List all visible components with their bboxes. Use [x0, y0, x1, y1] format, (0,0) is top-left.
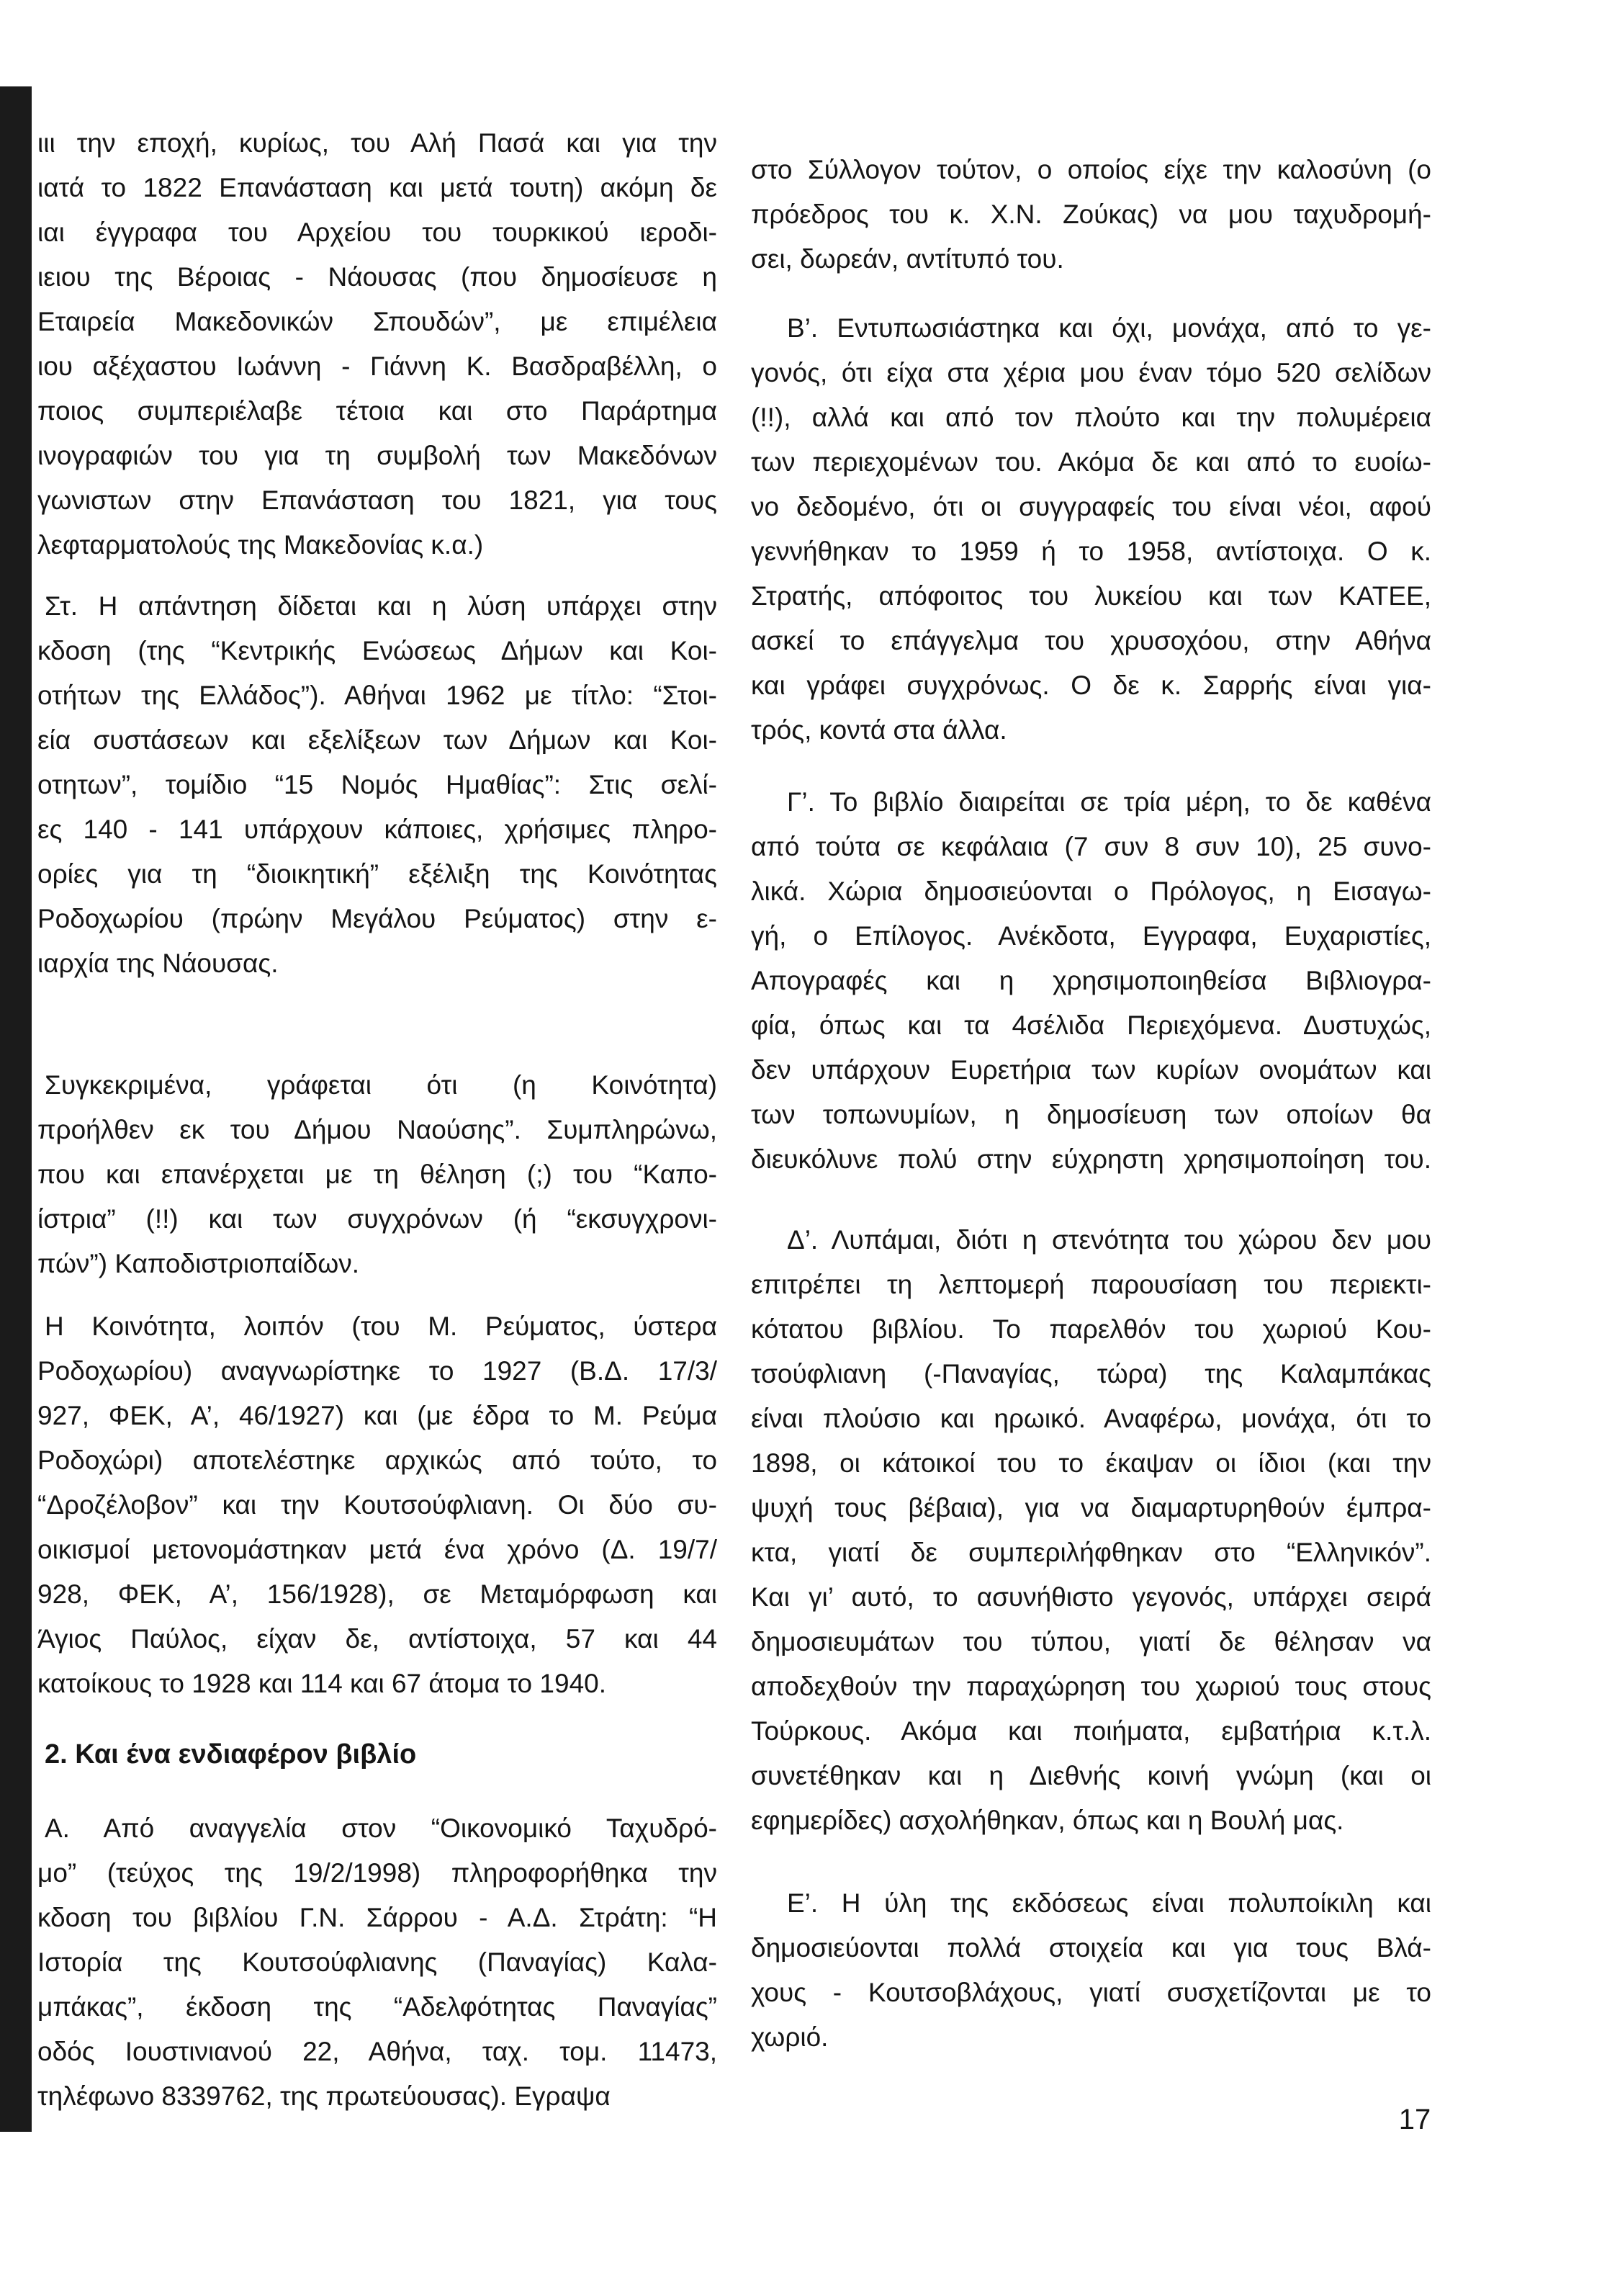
text-line-row	[37, 673, 717, 718]
text-line: Ροδοχωρίου) αναγνωρίστηκε το 1927 (Β.Δ. 17/3/	[37, 1356, 717, 1386]
text-line-row	[751, 1263, 1431, 1307]
text-line-row	[751, 780, 1431, 825]
text-line-row	[37, 344, 717, 389]
text-line: κότατου βιβλίου. Το παρελθόν του χωριού Κου-	[751, 1314, 1431, 1344]
text-line-row	[751, 192, 1431, 237]
text-line-row	[751, 619, 1431, 663]
text-line: γή, ο Επίλογος. Ανέκδοτα, Εγγραφα, Ευχαριστίες,	[751, 921, 1431, 951]
text-line: γεννήθηκαν το 1959 ή το 1958, αντίστοιχα. Ο κ.	[751, 537, 1431, 566]
text-line-row	[37, 2030, 717, 2074]
text-line: δημοσιευμάτων του τύπου, γιατί δε θέλησαν να	[751, 1627, 1431, 1656]
text-line: 928, ΦΕΚ, Α’, 156/1928), σε Μεταμόρφωση και	[37, 1579, 717, 1609]
text-line: Β’. Εντυπωσιάστηκα και όχι, μονάχα, από το γε-	[787, 313, 1431, 343]
text-line-row	[751, 1881, 1431, 1926]
text-line: τσούφλιανη (-Παναγίας, τώρα) της Καλαμπάκας	[751, 1359, 1431, 1389]
text-line-row	[37, 941, 717, 986]
text-line-row	[37, 1617, 717, 1662]
text-line-row	[751, 1664, 1431, 1709]
text-line: χωριό.	[751, 2022, 829, 2052]
text-line-row	[37, 389, 717, 434]
text-line-row	[751, 959, 1431, 1003]
text-line: “Δροζέλοβον” και την Κουτσούφλιανη. Οι δύο συ-	[37, 1490, 717, 1520]
paragraph	[37, 584, 717, 986]
text-line-row	[751, 395, 1431, 440]
text-line: ασκεί το επάγγελμα του χρυσοχόου, στην Αθήνα	[751, 626, 1431, 655]
text-line-row	[751, 869, 1431, 914]
text-line: Δ’. Λυπάμαι, διότι η στενότητα του χώρου δεν μου	[787, 1225, 1431, 1255]
text-line-row	[751, 1575, 1431, 1620]
text-line: 1898, οι κάτοικοί του το έκαψαν οι ίδιοι (και την	[751, 1448, 1431, 1478]
text-line-row	[37, 718, 717, 763]
text-line-row	[37, 300, 717, 344]
page-number: 17	[1398, 2104, 1431, 2135]
text-line-row	[37, 434, 717, 478]
text-line: είναι πλούσιο και ηρωικό. Αναφέρω, μονάχα, ότι το	[751, 1404, 1431, 1433]
text-line: Η Κοινότητα, λοιπόν (του Μ. Ρεύματος, ύστερα	[45, 1311, 717, 1341]
paragraph	[751, 306, 1431, 753]
text-line-row	[751, 1093, 1431, 1137]
text-line-row	[751, 1137, 1431, 1182]
scan-edge-shadow	[0, 86, 32, 2132]
text-line-row	[37, 629, 717, 673]
paragraph	[37, 1806, 717, 2119]
text-line: πρόεδρος του κ. Χ.Ν. Ζούκας) να μου ταχυδρομή-	[751, 199, 1431, 229]
text-line: εφημερίδες) ασχολήθηκαν, όπως και η Βουλή μας.	[751, 1806, 1344, 1835]
text-line: Τούρκους. Ακόμα και ποιήματα, εμβατήρια κ.τ.λ.	[751, 1716, 1431, 1746]
text-line-row	[751, 485, 1431, 529]
text-line: οτητων”, τομίδιο “15 Νομός Ημαθίας”: Στις σελί-	[37, 770, 717, 799]
paragraph	[37, 1063, 717, 1286]
text-line-row	[751, 351, 1431, 395]
text-line-row	[37, 1304, 717, 1349]
text-line: Συγκεκριμένα, γράφεται ότι (η Κοινότητα)	[45, 1070, 717, 1100]
text-line-row	[37, 478, 717, 523]
text-line-row	[751, 1307, 1431, 1352]
text-line: αποδεχθούν την παραχώρηση του χωριού τους στους	[751, 1672, 1431, 1701]
text-line-row	[751, 529, 1431, 574]
text-line-row	[37, 166, 717, 210]
text-line-row	[37, 584, 717, 629]
paragraph	[37, 121, 717, 568]
text-line: ορίες για τη “διοικητική” εξέλιξη της Κοινότητας	[37, 859, 717, 889]
text-line: Ροδοχώρι) αποτελέστηκε αρχικώς από τούτο, το	[37, 1445, 717, 1475]
text-line: Ροδοχωρίου (πρώην Μεγάλου Ρεύματος) στην ε-	[37, 904, 717, 933]
text-line: Ιστορία της Κουτσούφλιανης (Παναγίας) Καλα-	[37, 1947, 717, 1977]
text-line: οδός Ιουστινιανού 22, Αθήνα, ταχ. τομ. 11473,	[37, 2037, 717, 2066]
text-line-row	[37, 852, 717, 897]
text-line: κδοση του βιβλίου Γ.Ν. Σάρρου - Α.Δ. Στράτη: “Η	[37, 1903, 717, 1932]
text-line: εία συστάσεων και εξελίξεων των Δήμων και Κοι-	[37, 725, 717, 755]
text-line: επιτρέπει τη λεπτομερή παρουσίαση του περιεκτι-	[751, 1270, 1431, 1299]
text-line: μπάκας”, έκδοση της “Αδελφότητας Παναγίας”	[37, 1992, 717, 2022]
text-line: λεφταρματολούς της Μακεδονίας κ.α.)	[37, 530, 484, 560]
text-line-row	[37, 1896, 717, 1940]
text-line: ινογραφιών του για τη συμβολή των Μακεδόνων	[37, 441, 717, 470]
text-line-row	[751, 914, 1431, 959]
text-line: λικά. Χώρια δημοσιεύονται ο Πρόλογος, η Εισαγω-	[751, 876, 1431, 906]
text-line-row	[37, 1662, 717, 1706]
text-line: Α. Από αναγγελία στον “Οικονομικό Ταχυδρό-	[45, 1813, 717, 1843]
text-line: γωνιστων στην Επανάσταση του 1821, για τους	[37, 485, 717, 515]
text-line: κτα, γιατί δε συμπεριλήφθηκαν στο “Ελληνικόν”.	[751, 1538, 1431, 1567]
text-line: δεν υπάρχουν Ευρετήρια των κυρίων ονομάτων και	[751, 1055, 1431, 1085]
text-line-row	[751, 1754, 1431, 1798]
text-line: χους - Κουτσοβλάχους, γιατί συσχετίζονται με το	[751, 1978, 1431, 2007]
text-line-row	[37, 1349, 717, 1394]
text-line-row	[37, 1152, 717, 1197]
text-line: φία, όπως και τα 4σέλιδα Περιεχόμενα. Δυστυχώς,	[751, 1010, 1431, 1040]
text-line-row	[751, 237, 1431, 282]
text-line-row	[37, 2074, 717, 2119]
text-line: (!!), αλλά και από τον πλούτο και την πολυμέρεια	[751, 403, 1431, 432]
text-line-row	[37, 1940, 717, 1985]
text-line-row	[751, 1352, 1431, 1396]
text-line-row	[37, 1806, 717, 1851]
text-line-row	[751, 708, 1431, 753]
text-line-row	[751, 440, 1431, 485]
text-line: των περιεχομένων του. Ακόμα δε και από το ευοίω-	[751, 447, 1431, 477]
text-line: προήλθεν εκ του Δήμου Ναούσης”. Συμπληρώνω,	[37, 1115, 717, 1144]
text-line: και γράφει συγχρόνως. Ο δε κ. Σαρρής είναι για-	[751, 671, 1431, 700]
text-line-row	[751, 1530, 1431, 1575]
paragraph	[37, 1304, 717, 1706]
text-line-row	[37, 807, 717, 852]
text-line: από τούτα σε κεφάλαια (7 συν 8 συν 10), 25 συνο-	[751, 832, 1431, 861]
text-line: Γ’. Το βιβλίο διαιρείται σε τρία μέρη, το δε καθένα	[787, 787, 1431, 817]
text-line-row	[751, 2015, 1431, 2060]
section-heading	[37, 1732, 717, 1777]
text-line-row	[751, 1441, 1431, 1486]
text-line: Και γι’ αυτό, το ασυνήθιστο γεγονός, υπάρχει σειρά	[751, 1582, 1431, 1612]
text-line: τρός, κοντά στα άλλα.	[751, 715, 1007, 745]
text-line: ίστρια” (!!) και των συγχρόνων (ή “εκσυγχρονι-	[37, 1204, 717, 1234]
text-line-row	[37, 1732, 717, 1777]
text-line-row	[37, 1851, 717, 1896]
text-line-row	[751, 1709, 1431, 1754]
text-line: στο Σύλλογον τούτον, ο οποίος είχε την καλοσύνη (ο	[751, 155, 1431, 184]
text-line-row	[751, 148, 1431, 192]
text-line-row	[37, 1572, 717, 1617]
text-line-row	[37, 1985, 717, 2030]
text-line: συνετέθηκαν και η Διεθνής κοινή γνώμη (και οι	[751, 1761, 1431, 1790]
text-line-row	[37, 1242, 717, 1286]
text-line-row	[751, 1048, 1431, 1093]
text-line-row	[37, 1528, 717, 1572]
text-line: πών”) Καποδιστριοπαίδων.	[37, 1249, 359, 1278]
text-line: ιαρχία της Νάουσας.	[37, 949, 279, 978]
paragraph	[751, 1218, 1431, 1843]
text-line: κδοση (της “Κεντρικής Ενώσεως Δήμων και Κοι-	[37, 636, 717, 665]
text-line-row	[751, 1396, 1431, 1441]
text-line: μο” (τεύχος της 19/2/1998) πληροφορήθηκα την	[37, 1858, 717, 1888]
text-line: γονός, ότι είχα στα χέρια μου έναν τόμο 520 σελίδων	[751, 358, 1431, 387]
text-line: ιου αξέχαστου Ιωάννη - Γιάννη Κ. Βασδραβέλλη, ο	[37, 351, 717, 381]
text-line: κατοίκους το 1928 και 114 και 67 άτομα το 1940.	[37, 1669, 607, 1698]
text-line: Άγιος Παύλος, είχαν δε, αντίστοιχα, 57 και 44	[37, 1624, 717, 1654]
text-line-row	[751, 1926, 1431, 1970]
text-line-row	[751, 1970, 1431, 2015]
text-line: διευκόλυνε πολύ στην εύχρηστη χρησιμοποίηση του.	[751, 1144, 1431, 1174]
text-line: ποιος συμπεριέλαβε τέτοια και στο Παράρτημα	[37, 396, 717, 426]
text-line: οικισμοί μετονομάστηκαν μετά ένα χρόνο (Δ. 19/7/	[37, 1535, 717, 1564]
text-line: ες 140 - 141 υπάρχουν κάποιες, χρήσιμες πληρο-	[37, 815, 717, 844]
text-line: των τοπωνυμίων, η δημοσίευση των οποίων θα	[751, 1100, 1431, 1129]
text-line: ιατά το 1822 Επανάσταση και μετά τουτη) ακόμη δε	[37, 173, 717, 202]
text-line-row	[751, 825, 1431, 869]
text-line: ιαι έγγραφα του Αρχείου του τουρκικού ιεροδι-	[37, 218, 717, 247]
text-line: ψυχή τους βέβαια), για να διαμαρτυρηθούν έμπρα-	[751, 1493, 1431, 1523]
text-line: Στ. Η απάντηση δίδεται και η λύση υπάρχει στην	[45, 591, 717, 621]
paragraph	[751, 1881, 1431, 2060]
text-line-row	[37, 523, 717, 568]
text-line-row	[37, 763, 717, 807]
text-line: οτήτων της Ελλάδος”). Αθήναι 1962 με τίτλο: “Στοι-	[37, 681, 717, 710]
text-line-row	[37, 1063, 717, 1108]
text-line: ιιι την εποχή, κυρίως, του Αλή Πασά και για την	[37, 128, 717, 158]
text-line: νο δεδομένο, ότι οι συγγραφείς του είναι νέοι, αφού	[751, 492, 1431, 521]
text-line: δημοσιεύονται πολλά στοιχεία και για τους Βλά-	[751, 1933, 1431, 1963]
text-line-row	[37, 1438, 717, 1483]
text-line: τηλέφωνο 8339762, της πρωτεύουσας). Εγραψα	[37, 2081, 611, 2111]
text-line: Ε’. Η ύλη της εκδόσεως είναι πολυποίκιλη και	[787, 1888, 1431, 1918]
text-line: ιειου της Βέροιας - Νάουσας (που δημοσίευσε η	[37, 262, 717, 292]
text-line: Εταιρεία Μακεδονικών Σπουδών”, με επιμέλεια	[37, 307, 717, 336]
text-line-row	[37, 210, 717, 255]
text-line: 927, ΦΕΚ, Α’, 46/1927) και (με έδρα το Μ. Ρεύμα	[37, 1401, 717, 1430]
text-line-row	[37, 897, 717, 941]
text-line-row	[751, 663, 1431, 708]
text-line-row	[37, 121, 717, 166]
text-line-row	[37, 1108, 717, 1152]
text-line-row	[37, 1394, 717, 1438]
text-line-row	[751, 574, 1431, 619]
paragraph	[751, 780, 1431, 1182]
text-line-row	[751, 1486, 1431, 1530]
text-line: Στρατής, απόφοιτος του λυκείου και των ΚΑΤΕΕ,	[751, 581, 1431, 611]
text-line-row	[37, 255, 717, 300]
text-line-row	[37, 1483, 717, 1528]
text-line-row	[751, 306, 1431, 351]
paragraph	[751, 148, 1431, 282]
section-heading-text: 2. Και ένα ενδιαφέρον βιβλίο	[45, 1739, 417, 1770]
text-line-row	[751, 1620, 1431, 1664]
text-line-row	[37, 1197, 717, 1242]
text-line: που και επανέρχεται με τη θέληση (;) του “Καπο-	[37, 1160, 717, 1189]
text-line: Απογραφές και η χρησιμοποιηθείσα Βιβλιογρα-	[751, 966, 1431, 995]
text-line-row	[751, 1003, 1431, 1048]
text-line: σει, δωρεάν, αντίτυπό του.	[751, 244, 1064, 274]
text-line-row	[751, 1798, 1431, 1843]
text-line-row	[751, 1218, 1431, 1263]
